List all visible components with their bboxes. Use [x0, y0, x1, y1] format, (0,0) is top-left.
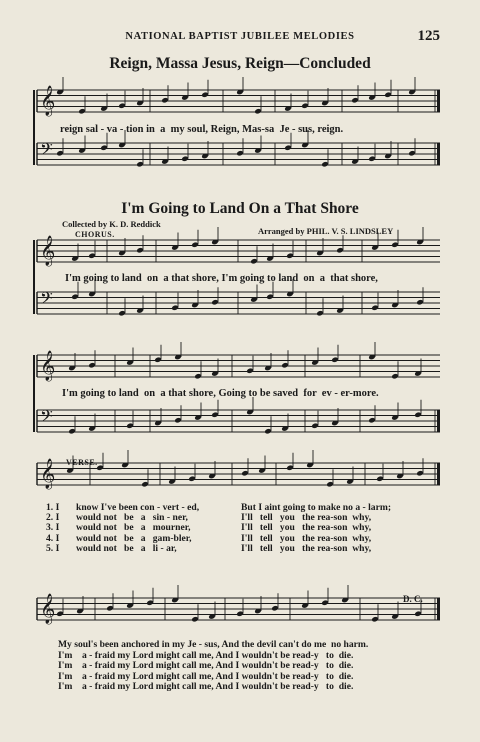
refrain-line: My soul's been anchored in my Je - sus, And the devil can't do me no harm. — [58, 639, 369, 650]
song-title-reign-massa-jesus: Reign, Massa Jesus, Reign—Concluded — [109, 55, 371, 72]
bass-clef-icon: 𝄢 — [40, 139, 53, 163]
dc-label: D. C. — [403, 594, 423, 604]
lyric-line: reign sal - va - tion in a my soul, Reign, Mas-sa Je - sus, reign. — [60, 124, 344, 135]
refrain-line: I'm a - fraid my Lord might call me, And I wouldn't be read-y to die. — [58, 660, 354, 671]
chorus-lyric-line: I'm going to land on a that shore, Going to be saved for ev - er-more. — [62, 388, 379, 399]
treble-clef-icon: 𝄞 — [40, 236, 56, 266]
verse-row: 2. I would not be a sin - ner, I'll tell you the rea-son why, — [46, 512, 372, 524]
verse-lyrics — [46, 503, 391, 554]
chorus-lyric-line: I'm going to land on a that shore, I'm going to land on a that shore, — [65, 273, 378, 284]
bass-clef-icon: 𝄢 — [40, 406, 53, 430]
treble-clef-icon: 𝄞 — [40, 459, 56, 489]
chorus-label: CHORUS. — [75, 230, 115, 239]
treble-clef-icon: 𝄞 — [40, 86, 56, 116]
verse-row: 5. I would not be a li - ar, I'll tell you the rea-son why, — [46, 542, 372, 554]
treble-clef-icon: 𝄞 — [40, 351, 56, 381]
refrain-line: I'm a - fraid my Lord might call me, And I wouldn't be read-y to die. — [58, 681, 354, 692]
treble-clef-icon: 𝄞 — [40, 594, 56, 624]
verse-row: 4. I would not be a gam-bler, I'll tell you the rea-son why, — [46, 532, 372, 544]
collected-by-credit: Collected by K. D. Reddick — [62, 219, 161, 229]
verse-row: 3. I would not be a mourner, I'll tell you the rea-son why, — [46, 522, 372, 534]
running-title: NATIONAL BAPTIST JUBILEE MELODIES — [125, 31, 355, 42]
refrain-lyrics — [58, 640, 368, 693]
refrain-line: I'm a - fraid my Lord might call me, And I wouldn't be read-y to die. — [58, 670, 354, 682]
arranged-by-credit: Arranged by PHIL. V. S. LINDSLEY — [258, 226, 394, 236]
refrain-line: I'm a - fraid my Lord might call me, And I wouldn't be read-y to die. — [58, 649, 354, 661]
verse-label: VERSE. — [66, 458, 98, 467]
song-title-going-to-land: I'm Going to Land On a That Shore — [121, 200, 359, 217]
page-number: 125 — [417, 28, 440, 44]
bass-clef-icon: 𝄢 — [40, 288, 53, 312]
verse-row: 1. I know I've been con - vert - ed, But I aint going to make no a - larm; — [46, 502, 392, 513]
